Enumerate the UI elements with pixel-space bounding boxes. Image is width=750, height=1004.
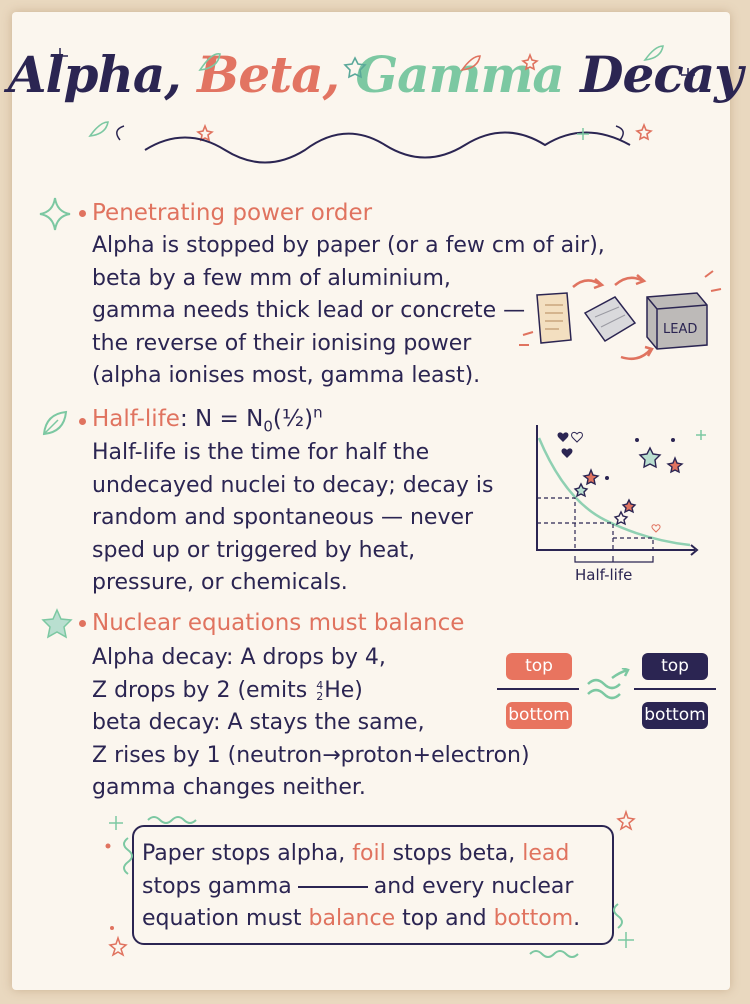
lead-block-icon [647, 293, 707, 349]
top-box-right: top [642, 653, 708, 680]
helium-mass-number: 4 [316, 678, 324, 692]
section-header-penetrating: Penetrating power order [92, 200, 373, 226]
star-icon [198, 55, 651, 140]
text-line: (alpha ionises most, gamma least). [92, 363, 481, 388]
foil-icon [585, 297, 635, 341]
sparkle-icon [38, 196, 72, 232]
text-line: undecayed nuclei to decay; decay is [92, 472, 494, 498]
formula-subscript: 0 [263, 417, 273, 436]
helium-symbol: He) [324, 677, 363, 703]
text-line: Alpha is stopped by paper (or a few cm of air), [92, 233, 605, 258]
heart-icon [558, 432, 661, 532]
text-line [92, 675, 530, 708]
shielding-illustration [515, 265, 725, 365]
text-run: and every nuclear [373, 873, 574, 899]
text-line: random and spontaneous — never [92, 505, 474, 530]
bullet-dot [79, 418, 86, 425]
halflife-graph-label: Half-life [575, 566, 633, 584]
text-line: beta decay: A stays the same, [92, 710, 425, 735]
summary-text [142, 838, 580, 936]
section-header-halflife [92, 403, 323, 436]
text-run: stops beta, [385, 841, 523, 866]
leaf-icon [90, 46, 663, 136]
title-gamma: Gamma [355, 45, 564, 104]
halflife-formula [179, 403, 323, 436]
swirl-divider [145, 133, 630, 163]
text-line: gamma needs thick lead or concrete — [92, 298, 526, 323]
text-line: pressure, or chemicals. [92, 570, 348, 595]
bottom-box-right: bottom [642, 702, 708, 729]
fraction-line [634, 688, 716, 690]
bullet-dot [79, 210, 86, 217]
section-body-equations [92, 642, 530, 805]
highlight-balance: balance [308, 906, 396, 931]
text-line: sped up or triggered by heat, [92, 537, 416, 563]
paper-icon [537, 293, 571, 343]
decay-curve-graph [525, 420, 715, 570]
highlight-bottom: bottom [493, 906, 574, 931]
text-run: . [573, 906, 581, 931]
text-line: Alpha decay: A drops by 4, [92, 645, 386, 670]
text-line: gamma changes neither. [92, 775, 366, 800]
title-beta: Beta, [197, 45, 356, 104]
dash-rule [298, 886, 368, 888]
summary-line-3 [142, 903, 580, 936]
text-run: equation must [142, 906, 309, 931]
leaf-icon [40, 408, 70, 438]
section-header-equations: Nuclear equations must balance [92, 610, 465, 636]
text-line: beta by a few mm of aluminium, [92, 265, 451, 291]
helium-atomic-number: 2 [316, 689, 324, 703]
text-line: Z rises by 1 (neutron→proton+electron) [92, 742, 530, 768]
approx-equal-icon [584, 668, 634, 704]
bottom-box-left: bottom [506, 702, 572, 729]
summary-line-2 [142, 871, 580, 904]
formula-text: : N = N [179, 406, 264, 432]
decay-curve [539, 438, 690, 545]
fraction-line [497, 688, 579, 690]
lead-label: LEAD [663, 322, 698, 337]
star-icon [40, 607, 74, 641]
formula-superscript: n [313, 403, 323, 422]
halflife-title: Half-life [92, 406, 180, 432]
helium-nuclide [316, 680, 323, 702]
text-run: top and [395, 906, 494, 931]
title-alpha: Alpha, [7, 45, 198, 104]
bullet-dot [79, 620, 86, 627]
text-run: stops gamma [142, 873, 292, 899]
sparkle-icon [52, 48, 695, 82]
highlight-lead: lead [522, 841, 570, 866]
text-run: Paper stops alpha, [142, 841, 353, 866]
title-decorations [0, 0, 750, 200]
top-box-left: top [506, 653, 572, 680]
title-decay: Decay [563, 45, 743, 104]
formula-tail: (½) [272, 406, 314, 432]
text-line: Half-life is the time for half the [92, 440, 430, 465]
highlight-foil: foil [352, 841, 386, 866]
section-body-halflife [92, 437, 493, 600]
text-line-part: Z drops by 2 (emits [92, 677, 315, 703]
text-line: the reverse of their ionising power [92, 330, 472, 356]
summary-line-1 [142, 838, 580, 871]
